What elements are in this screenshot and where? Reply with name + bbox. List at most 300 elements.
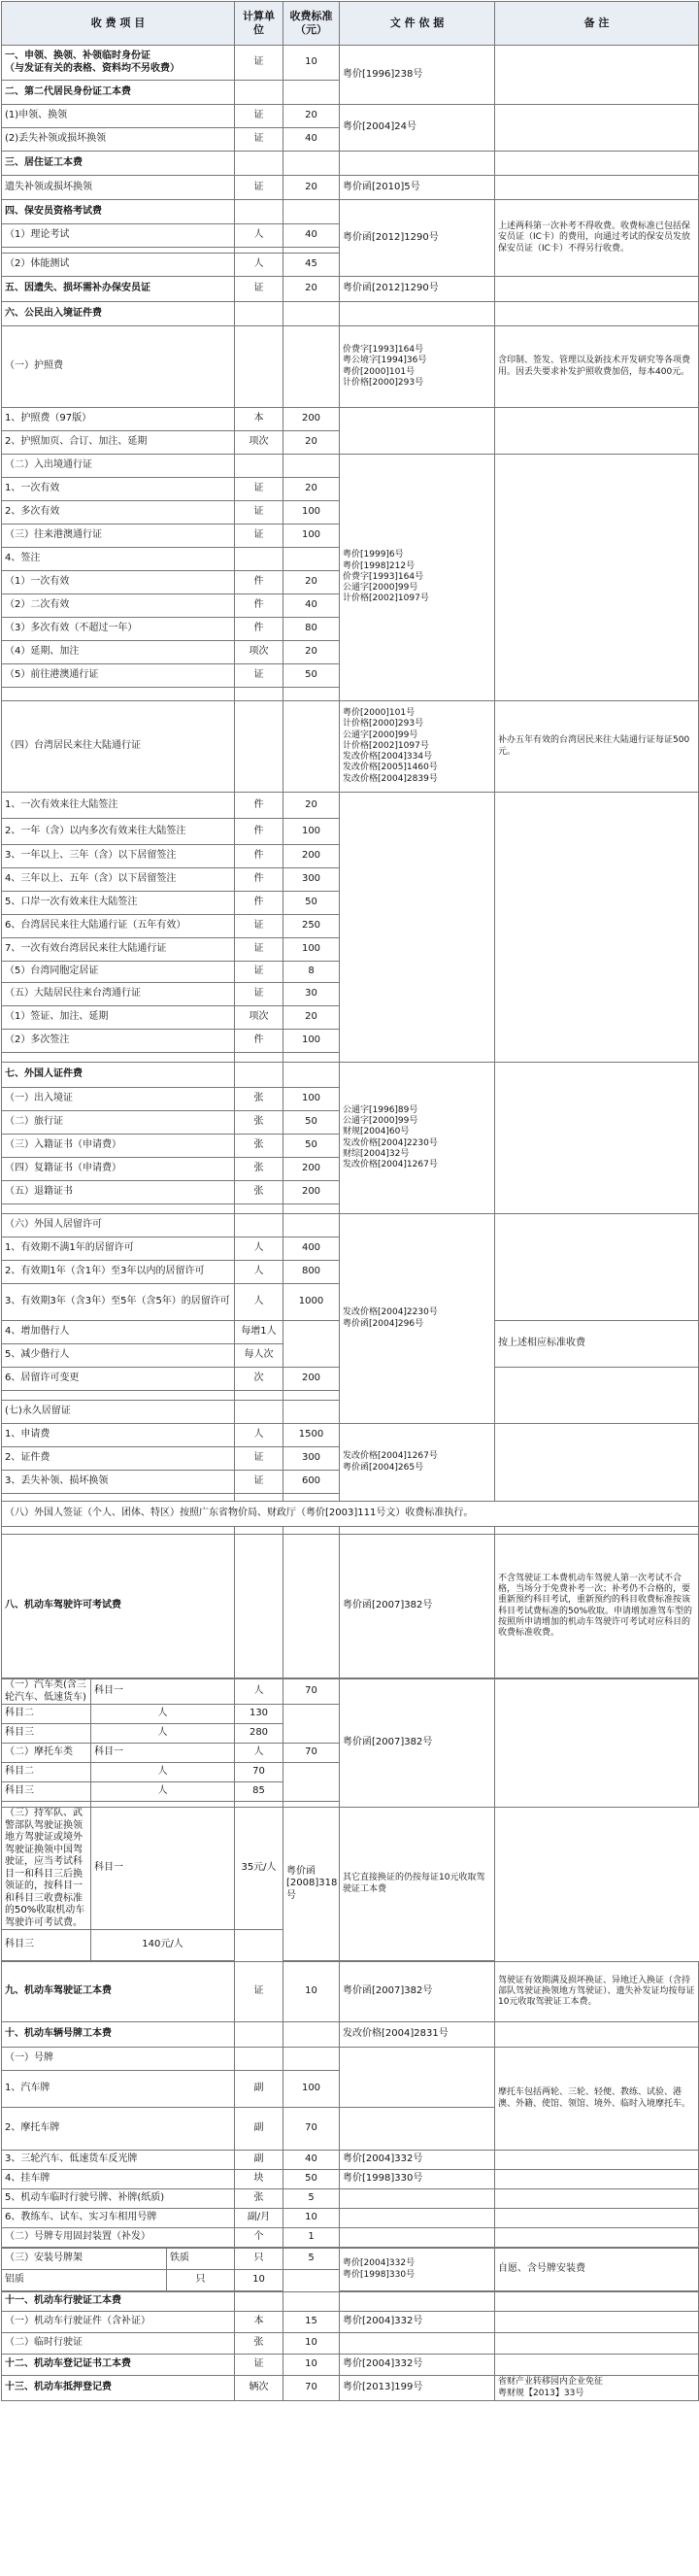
table-cell: 10	[283, 2355, 340, 2376]
table-cell: 5	[283, 2189, 340, 2209]
table-cell: （2）多次签注	[2, 1030, 235, 1053]
header-item: 收 费 项 目	[2, 2, 235, 46]
table-cell: 证	[235, 938, 283, 962]
table-cell	[283, 1535, 340, 1678]
table-cell: 20	[283, 793, 340, 819]
table-cell: 50	[283, 2170, 340, 2189]
table-cell	[340, 302, 495, 326]
table-cell	[340, 2048, 495, 2108]
table-row	[2, 2170, 699, 2189]
table-cell: 科目三	[2, 1782, 91, 1802]
table-cell: 项次	[235, 1006, 283, 1030]
table-cell	[235, 1494, 283, 1502]
table-cell: 含印制、签发、管理以及新技术开发研究等各项费用。因丢失要求补发护照收费加倍，每本400元。	[495, 326, 699, 408]
table-cell	[235, 302, 283, 326]
table-cell: 粤价函[2007]382号	[340, 1535, 495, 1678]
table-cell: 10	[235, 2270, 283, 2291]
table-cell	[283, 1214, 340, 1237]
table-cell: 100	[283, 2071, 340, 2108]
table-cell: 15	[283, 2312, 340, 2333]
table-cell	[495, 1063, 699, 1214]
table-cell	[235, 1401, 283, 1424]
table-cell: 科目三	[2, 1930, 91, 1961]
table-cell: 证	[235, 983, 283, 1006]
table-row	[2, 152, 699, 176]
table-cell: 粤价函[2007]382号	[340, 1962, 495, 2022]
table-cell: 本	[235, 408, 283, 431]
table-cell: 证	[235, 501, 283, 525]
table-cell: 1	[283, 2228, 340, 2248]
table-cell: (七)永久居留证	[2, 1401, 235, 1424]
table-cell: 铝质	[2, 2270, 167, 2291]
table-cell: （四）复籍证书（申请费）	[2, 1158, 235, 1181]
table-cell: 铁质	[167, 2249, 235, 2270]
table-cell: （三）入籍证书（申请费）	[2, 1135, 235, 1158]
table-cell: 四、保安员资格考试费	[2, 200, 235, 224]
table-cell	[235, 1204, 283, 1214]
table-cell	[2, 1527, 235, 1535]
table-cell: 省财产业转移园内企业免征 粤财规【2013】33号	[495, 2376, 699, 2401]
table-row	[2, 302, 699, 326]
table-cell: 10	[283, 2333, 340, 2355]
table-cell: （一）护照费	[2, 326, 235, 408]
table-cell: 人	[235, 1424, 283, 1447]
table-cell	[340, 408, 495, 455]
table-cell: 证	[235, 664, 283, 688]
table-cell: 张	[235, 2189, 283, 2209]
fee-rows-subject	[2, 1679, 699, 1961]
table-cell: 2、有效期1年（含1年）至3年以内的居留许可	[2, 1261, 235, 1284]
table-cell: 50	[283, 1111, 340, 1135]
table-cell: 3、丢失补领、损坏换领	[2, 1471, 235, 1494]
table-cell: 人	[235, 1237, 283, 1261]
table-cell: 400	[283, 1237, 340, 1261]
table-cell: 只	[235, 2249, 283, 2270]
table-cell: 6、居留许可变更	[2, 1368, 235, 1391]
table-row	[2, 1962, 699, 2022]
table-cell	[283, 1063, 340, 1088]
table-cell	[235, 1053, 283, 1063]
table-cell: 7、一次有效台湾居民来往大陆通行证	[2, 938, 235, 962]
table-row	[2, 408, 699, 431]
table-cell: （二）临时行驶证	[2, 2333, 235, 2355]
table-cell: 40	[283, 2151, 340, 2170]
table-cell: 件	[235, 1030, 283, 1053]
table-row	[2, 1527, 699, 1535]
table-cell	[2, 1391, 235, 1401]
table-cell	[235, 326, 283, 408]
table-cell	[340, 2292, 495, 2312]
table-cell: 2、多次有效	[2, 501, 235, 525]
table-cell: 驾驶证有效期满及损坏换证、异地迁入换证（含持部队驾驶证换领地方驾驶证）、遗失补发证均按每证10元收取驾驶证工本费。	[495, 1962, 699, 2022]
table-cell: 1、一次有效	[2, 478, 235, 501]
table-row	[2, 2228, 699, 2248]
fee-table	[1, 1, 699, 1678]
table-cell: （一）号牌	[2, 2048, 235, 2071]
table-cell: 1500	[283, 1424, 340, 1447]
table-cell: 粤价[2000]101号 计价格[2000]293号 公通字[2000]99号 计价格[2002]1097号 发改价格[2004]334号 发改价格[2005]1460号 发改价格[2004]2839号	[340, 701, 495, 793]
header-fee: 收费标准（元）	[283, 2, 340, 46]
table-row	[2, 1063, 699, 1088]
table-cell: 5、口岸一次有效来往大陆签注	[2, 892, 235, 915]
table-cell: 人	[235, 1261, 283, 1284]
table-cell: 摩托车包括两轮、三轮、轻便、教练、试验、港澳、外籍、使馆、领馆、境外、临时入境摩托车。	[495, 2048, 699, 2151]
table-cell	[283, 326, 340, 408]
table-cell: 1000	[283, 1284, 340, 1321]
table-cell: 50	[283, 892, 340, 915]
table-cell: 4、签注	[2, 548, 235, 571]
table-cell	[235, 1535, 283, 1678]
table-cell: 1、汽车牌	[2, 2071, 235, 2108]
table-cell: 上述两科第一次补考不得收费。收费标准已包括保安员证（IC卡）的费用，向通过考试的保安员发放保安员证（IC卡）不得另行收费。	[495, 200, 699, 277]
table-cell: 8	[283, 962, 340, 983]
table-cell: 6、教练车、试车、实习车相用号牌	[2, 2209, 235, 2228]
table-cell: 证	[235, 176, 283, 200]
table-cell: 五、因遗失、损坏需补办保安员证	[2, 277, 235, 302]
table-cell: 40	[283, 594, 340, 618]
table-cell: 证	[235, 46, 283, 81]
table-cell	[283, 302, 340, 326]
fee-table-frame	[1, 2248, 699, 2291]
table-cell: 科目三	[2, 1724, 91, 1744]
table-cell	[495, 2355, 699, 2376]
table-cell	[283, 1204, 340, 1214]
table-cell: 证	[235, 2355, 283, 2376]
table-row	[2, 2333, 699, 2355]
table-cell	[283, 548, 340, 571]
table-cell: 600	[283, 1471, 340, 1494]
table-cell: 300	[283, 1447, 340, 1471]
table-cell: 张	[235, 1088, 283, 1111]
table-cell: （三）往来港澳通行证	[2, 525, 235, 548]
table-cell	[495, 277, 699, 302]
table-cell: 20	[283, 176, 340, 200]
table-cell: 10	[283, 1962, 340, 2022]
table-cell: 粤价[1999]6号 粤价[1998]212号 价费字[1993]164号 公通字[2000]99号 计价格[2002]1097号	[340, 455, 495, 701]
table-cell: 20	[283, 277, 340, 302]
table-cell	[283, 701, 340, 793]
table-cell: 45	[283, 254, 340, 277]
table-cell	[235, 2048, 283, 2071]
table-cell: 二、第二代居民身份证工本费	[2, 81, 235, 105]
table-cell: 件	[235, 618, 283, 641]
table-cell	[235, 1063, 283, 1088]
fee-rows-plates	[2, 1962, 699, 2248]
table-cell	[2, 1204, 235, 1214]
table-cell	[2, 1494, 235, 1502]
fee-table-subject	[1, 1678, 699, 1961]
table-cell: （2）体能测试	[2, 254, 235, 277]
table-cell	[495, 793, 699, 1063]
table-cell: 件	[235, 571, 283, 594]
table-cell: 2、护照加页、合订、加注、延期	[2, 431, 235, 455]
table-row	[2, 2048, 699, 2071]
header-remark: 备 注	[495, 2, 699, 46]
table-cell	[235, 1214, 283, 1237]
table-cell: 200	[283, 408, 340, 431]
table-row	[2, 793, 699, 819]
table-cell: 100	[283, 938, 340, 962]
table-cell: 按上述相应标准收费	[495, 1321, 699, 1368]
table-row	[2, 2376, 699, 2401]
table-cell: 40	[283, 224, 340, 248]
table-cell: （二）旅行证	[2, 1111, 235, 1135]
table-cell: 人	[235, 1679, 283, 1705]
table-cell: 20	[283, 105, 340, 128]
table-cell: （4）延期、加注	[2, 641, 235, 664]
table-cell	[283, 1401, 340, 1424]
table-cell	[235, 200, 283, 224]
fee-rows-end	[2, 2292, 699, 2401]
table-cell: 人	[91, 1705, 235, 1724]
table-cell: 件	[235, 845, 283, 868]
table-cell	[495, 1368, 699, 1424]
table-cell: 100	[283, 525, 340, 548]
table-cell: 块	[235, 2170, 283, 2189]
table-cell: （三）安装号牌架	[2, 2249, 167, 2270]
table-row	[2, 1535, 699, 1678]
table-row	[2, 2022, 699, 2048]
table-cell: （二）号牌专用固封装置（补发）	[2, 2228, 235, 2248]
table-cell	[235, 1391, 283, 1401]
table-cell	[283, 2022, 340, 2048]
table-cell: 70	[283, 2108, 340, 2151]
table-cell: 十一、机动车行驶证工本费	[2, 2292, 235, 2312]
table-cell: （5）台湾同胞定居证	[2, 962, 235, 983]
table-cell: 粤价[1996]238号	[340, 46, 495, 105]
table-row	[2, 2355, 699, 2376]
table-cell: 副/月	[235, 2209, 283, 2228]
table-cell: 发改价格[2004]2831号	[340, 2022, 495, 2048]
table-row	[2, 105, 699, 128]
table-cell: （六）外国人居留许可	[2, 1214, 235, 1237]
table-cell: 三、居住证工本费	[2, 152, 235, 176]
table-cell: （三）持军队、武警部队驾驶证换领地方驾驶证或境外驾驶证换领中国驾驶证，应当考试科目一和科目三后换领证的，按科目一和科目三收费标准的50%收取机动车驾驶许可考试费。	[2, 1808, 91, 1930]
table-cell: 证	[235, 128, 283, 152]
table-cell: 不含驾驶证工本费机动车驾驶人第一次考试不合格，当场分于免费补考一次；补考仍不合格的，要重新预约科目考试，重新预约的科目收费标准按该科目考试费标准的50%收取。申请增加准驾车型的按照所申请增加的机动车驾驶许可考试对应科目的收费标准收费。	[495, 1535, 699, 1678]
table-cell: 人	[91, 1763, 235, 1782]
table-cell: （2）二次有效	[2, 594, 235, 618]
table-cell: 粤价[2004]332号	[340, 2151, 495, 2170]
table-cell: 5、机动车临时行驶号牌、补牌(纸质)	[2, 2189, 235, 2209]
table-row	[2, 46, 699, 81]
table-cell	[495, 302, 699, 326]
table-cell	[340, 2228, 495, 2248]
table-row	[2, 1214, 699, 1237]
table-cell	[283, 200, 340, 224]
table-cell: 粤价函[2012]1290号	[340, 200, 495, 277]
table-cell: 280	[235, 1724, 283, 1744]
table-cell: 发改价格[2004]1267号 粤价函[2004]265号	[340, 1424, 495, 1502]
table-cell: 科目一	[91, 1679, 235, 1705]
table-cell	[235, 2022, 283, 2048]
table-cell: 八、机动车驾驶许可考试费	[2, 1535, 235, 1678]
table-cell: 九、机动车驾驶证工本费	[2, 1962, 235, 2022]
table-cell: 100	[283, 501, 340, 525]
table-cell: 遗失补领或损坏换领	[2, 176, 235, 200]
table-cell: （二）入出境通行证	[2, 455, 235, 478]
table-cell	[340, 152, 495, 176]
table-cell	[283, 1391, 340, 1401]
table-cell: 科目一	[91, 1744, 235, 1763]
table-cell: 其它直接换证的仍按每证10元收取驾驶证工本费	[340, 1808, 495, 1961]
table-row	[2, 277, 699, 302]
table-cell: (2)丢失补领或损坏换领	[2, 128, 235, 152]
table-cell: 证	[235, 277, 283, 302]
table-cell	[495, 2022, 699, 2048]
table-cell: 20	[283, 571, 340, 594]
table-cell	[495, 2151, 699, 2170]
table-cell: 140元/人	[91, 1930, 235, 1961]
table-cell: 粤价函[2008]318号	[283, 1808, 340, 1961]
table-cell: 证	[235, 915, 283, 938]
table-cell: 70	[283, 1744, 340, 1763]
table-cell: 1、有效期不满1年的居留许可	[2, 1237, 235, 1261]
table-cell: 补办五年有效的台湾居民来往大陆通行证每证500元。	[495, 701, 699, 793]
table-cell: 10	[283, 2209, 340, 2228]
table-cell	[235, 548, 283, 571]
table-cell: 200	[283, 1181, 340, 1204]
table-cell: 300	[283, 868, 340, 892]
table-cell: 4、三年以上、五年（含）以下居留签注	[2, 868, 235, 892]
table-row	[2, 2249, 699, 2270]
table-row	[2, 200, 699, 224]
table-cell: （一）汽车类(含三轮汽车、低速货车)	[2, 1679, 91, 1705]
table-cell: 100	[283, 1030, 340, 1053]
table-cell	[495, 1214, 699, 1321]
table-cell: 20	[283, 478, 340, 501]
table-row	[2, 701, 699, 793]
table-cell: 证	[235, 1962, 283, 2022]
table-cell: 十二、机动车登记证书工本费	[2, 2355, 235, 2376]
table-cell: 项次	[235, 641, 283, 664]
table-cell: 20	[283, 1006, 340, 1030]
table-cell: 只	[167, 2270, 235, 2291]
table-cell: 50	[283, 1135, 340, 1158]
table-cell: 人	[235, 1284, 283, 1321]
table-cell	[2, 1053, 235, 1063]
table-cell: 粤价函[2010]5号	[340, 176, 495, 200]
table-row	[2, 176, 699, 200]
table-cell: 200	[283, 845, 340, 868]
table-cell	[283, 1053, 340, 1063]
table-cell: 证	[235, 105, 283, 128]
table-cell: 40	[283, 128, 340, 152]
table-cell	[283, 455, 340, 478]
table-cell	[283, 1321, 340, 1368]
table-row	[2, 1424, 699, 1447]
table-cell	[235, 2292, 283, 2312]
table-cell: 件	[235, 892, 283, 915]
table-cell: 张	[235, 1158, 283, 1181]
table-cell: 每人次	[235, 1344, 283, 1368]
table-cell: 个	[235, 2228, 283, 2248]
table-cell	[495, 2292, 699, 2312]
table-cell	[495, 455, 699, 701]
table-cell: 张	[235, 1181, 283, 1204]
table-cell: 20	[283, 431, 340, 455]
table-cell	[283, 152, 340, 176]
table-cell: （3）多次有效（不超过一年）	[2, 618, 235, 641]
table-cell: 800	[283, 1261, 340, 1284]
table-cell: 件	[235, 793, 283, 819]
table-row	[2, 1502, 699, 1527]
table-row	[2, 2189, 699, 2209]
table-cell: 5、减少偕行人	[2, 1344, 235, 1368]
table-cell	[235, 1527, 283, 1535]
table-cell	[283, 2048, 340, 2071]
table-cell: 5	[283, 2249, 340, 2270]
table-cell	[340, 2209, 495, 2228]
table-row	[2, 2292, 699, 2312]
table-cell	[235, 455, 283, 478]
table-cell: 人	[235, 1744, 283, 1763]
table-cell: 粤价函[2012]1290号	[340, 277, 495, 302]
table-cell	[283, 2292, 340, 2312]
header-row	[2, 2, 699, 46]
table-cell	[495, 105, 699, 152]
table-cell	[495, 1424, 699, 1502]
table-cell: 本	[235, 2312, 283, 2333]
table-cell	[495, 2312, 699, 2333]
table-cell: 科目二	[2, 1763, 91, 1782]
table-cell: 20	[283, 641, 340, 664]
table-cell: 件	[235, 819, 283, 845]
table-cell: 50	[283, 664, 340, 688]
table-cell: 辆次	[235, 2376, 283, 2401]
table-cell	[283, 81, 340, 105]
table-cell: （五）大陆居民往来台湾通行证	[2, 983, 235, 1006]
table-cell: 3、有效期3年（含3年）至5年（含5年）的居留许可	[2, 1284, 235, 1321]
table-cell: 粤价[2004]24号	[340, 105, 495, 152]
table-cell	[340, 1527, 495, 1535]
table-cell: 十、机动车辆号牌工本费	[2, 2022, 235, 2048]
fee-rows	[2, 46, 699, 1678]
table-cell: 副	[235, 2071, 283, 2108]
table-row	[2, 1808, 699, 1930]
table-cell: 70	[283, 1679, 340, 1705]
table-cell: 200	[283, 1158, 340, 1181]
table-cell: （八）外国人签证（个人、团体、特区）按照广东省物价局、财政厅（粤价[2003]111号文）收费标准执行。	[2, 1502, 699, 1527]
table-row	[2, 2209, 699, 2228]
table-cell: 粤价[2004]332号	[340, 2355, 495, 2376]
table-cell	[495, 2333, 699, 2355]
table-cell: 3、三轮汽车、低速货车反光牌	[2, 2151, 235, 2170]
table-cell: 发改价格[2004]2230号 粤价函[2004]296号	[340, 1214, 495, 1424]
table-cell: 2、一年（含）以内多次有效来往大陆签注	[2, 819, 235, 845]
table-cell: 70	[283, 2376, 340, 2401]
table-cell: 100	[283, 819, 340, 845]
table-cell: 250	[283, 915, 340, 938]
table-row	[2, 1679, 699, 1705]
fee-table-end	[1, 2291, 699, 2401]
table-cell: 项次	[235, 431, 283, 455]
table-cell: （1）一次有效	[2, 571, 235, 594]
table-cell: 人	[235, 254, 283, 277]
table-cell: (1)申领、换领	[2, 105, 235, 128]
table-cell	[495, 2209, 699, 2228]
table-cell	[495, 46, 699, 105]
table-cell: 张	[235, 1111, 283, 1135]
table-cell: 3、一年以上、三年（含）以下居留签注	[2, 845, 235, 868]
table-cell	[340, 2333, 495, 2355]
table-cell	[235, 688, 283, 701]
table-cell	[235, 701, 283, 793]
table-cell: （一）机动车行驶证件（含补证）	[2, 2312, 235, 2333]
table-cell	[495, 176, 699, 200]
table-cell: 每增1人	[235, 1321, 283, 1344]
table-cell: （5）前往港澳通行证	[2, 664, 235, 688]
